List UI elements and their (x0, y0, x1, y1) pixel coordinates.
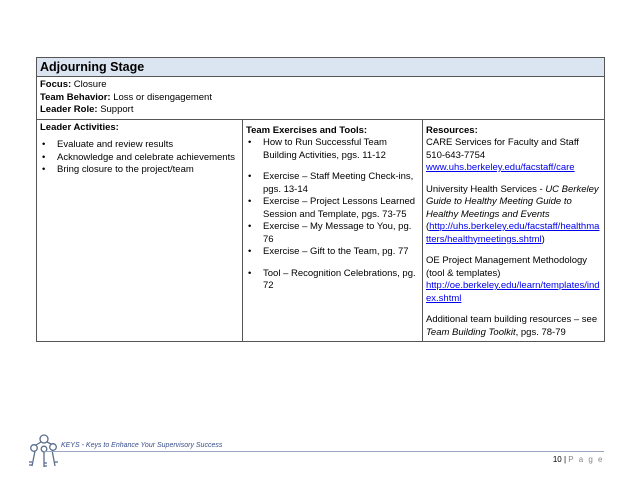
list-item: • Tool – Recognition Celebrations, pg. 72 (246, 268, 419, 293)
list-item: • Exercise – My Message to You, pg. 76 (246, 221, 419, 246)
exercise-list-1 (246, 137, 419, 162)
additional-resources: Additional team building resources – see Team Building Toolkit, pgs. 78-79 (426, 314, 598, 338)
exercise-list-2 (246, 171, 419, 259)
footer-tagline: KEYS - Keys to Enhance Your Supervisory Success (61, 442, 223, 449)
oe-templates-link[interactable]: http://oe.berkeley.edu/learn/templates/index.shtml (426, 280, 600, 304)
exercise-list-3 (246, 268, 419, 293)
team-exercises-heading: Team Exercises and Tools: (246, 124, 368, 136)
care-services-phone: 510-643-7754 (426, 149, 486, 161)
list-item: • Acknowledge and celebrate achievements (40, 152, 239, 165)
leader-activities-heading: Leader Activities: (40, 121, 119, 133)
care-services-name: CARE Services for Faculty and Staff (426, 137, 579, 148)
list-item: • Exercise – Staff Meeting Check-ins, pgs. 13-14 (246, 171, 419, 196)
list-item: • Bring closure to the project/team (40, 164, 239, 177)
healthy-meetings-link[interactable]: http://uhs.berkeley.edu/facstaff/healthmatters/healthymeetings.shtml (426, 221, 600, 245)
focus-line: Focus: Closure (40, 79, 107, 90)
list-item: • Exercise – Gift to the Team, pg. 77 (246, 246, 419, 259)
oe-methodology-sub: (tool & templates) (426, 267, 501, 279)
oe-methodology-name: OE Project Management Methodology (426, 255, 588, 266)
footer-divider (44, 451, 604, 452)
leader-role-line: Leader Role: Support (40, 104, 134, 115)
leader-activities-cell (37, 119, 243, 342)
uhs-resource: University Health Services - UC Berkeley Guide to Healthy Meeting Guide to Healthy Meetings and Events (426, 183, 599, 220)
table-title: Adjourning Stage (37, 58, 605, 77)
resources-cell (423, 119, 605, 342)
list-item: • Exercise – Project Lessons Learned Session and Template, pgs. 73-75 (246, 196, 419, 221)
uhs-link-line: (http://uhs.berkeley.edu/facstaff/healthmatters/healthymeetings.shtml) (426, 221, 600, 245)
list-item: • How to Run Successful Team Building Activities, pgs. 11-12 (246, 137, 419, 162)
team-exercises-cell (243, 119, 423, 342)
resources-heading: Resources: (426, 124, 478, 136)
page-number: 10 | P a g e (552, 455, 604, 464)
care-services-link[interactable]: www.uhs.berkeley.edu/facstaff/care (426, 162, 575, 173)
leader-activities-list (40, 139, 239, 177)
adjourning-stage-table (36, 57, 605, 342)
team-behavior-line: Team Behavior: Loss or disengagement (40, 91, 212, 103)
list-item: • Evaluate and review results (40, 139, 239, 152)
stage-summary (37, 77, 605, 120)
